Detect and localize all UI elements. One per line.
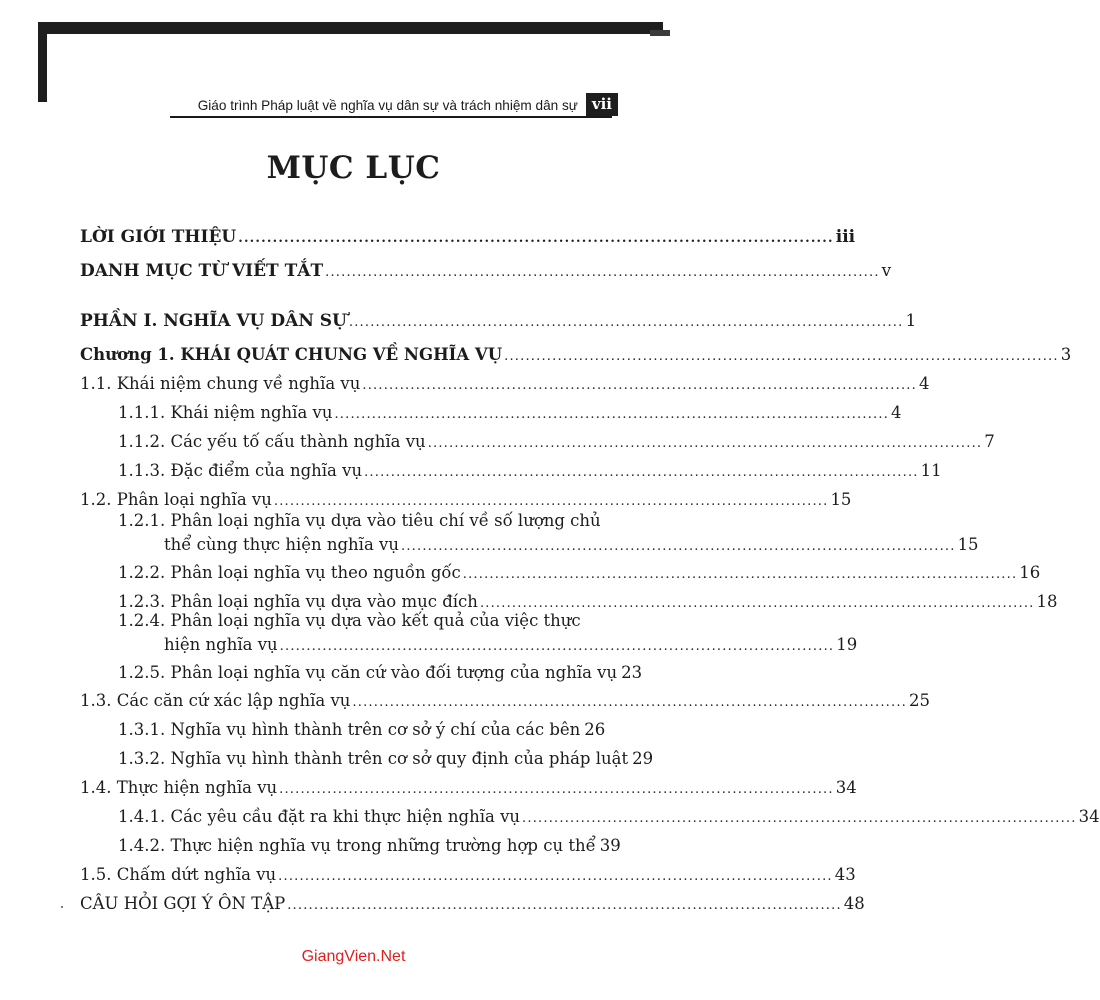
toc-page: 3	[1060, 345, 1072, 364]
toc-page: 26	[584, 720, 606, 739]
toc-page: 18	[1036, 592, 1058, 611]
toc-page: 43	[834, 865, 856, 884]
toc-entry-1-4-1[interactable]	[118, 806, 1100, 830]
scan-speck	[61, 906, 63, 908]
toc-label: 1.2.2. Phân loại nghĩa vụ theo nguồn gốc	[118, 563, 461, 582]
page-title: MỤC LỤC	[266, 150, 441, 186]
toc-entry-1-2-4[interactable]	[164, 634, 858, 658]
toc-label: 1.3. Các căn cứ xác lập nghĩa vụ	[80, 691, 351, 710]
dot-leader: ........................................................................................................	[325, 265, 880, 280]
toc-page: 7	[984, 432, 995, 451]
toc-label: 1.3.1. Nghĩa vụ hình thành trên cơ sở ý chí của các bên	[118, 720, 581, 739]
dot-leader: ........................................................................................................	[401, 539, 956, 554]
toc-entry-1-2-5[interactable]	[118, 662, 643, 686]
toc-page: 1	[905, 311, 917, 331]
dot-leader: ........................................................................................................	[348, 315, 904, 330]
toc-entry-1-1-1[interactable]	[118, 402, 902, 426]
toc-label: 1.1.1. Khái niệm nghĩa vụ	[118, 403, 333, 422]
dot-leader: ........................................................................................................	[238, 231, 834, 246]
toc-page: 11	[920, 461, 942, 480]
toc-entry-chapter-1[interactable]	[80, 344, 1072, 368]
toc-entry-1-4-2[interactable]	[118, 835, 621, 859]
toc-page: 15	[830, 490, 852, 509]
dot-leader: ........................................................................................................	[273, 494, 829, 509]
toc-entry-introduction[interactable]	[80, 226, 856, 250]
toc-label-continuation: hiện nghĩa vụ	[164, 635, 278, 654]
page-number: vii	[586, 93, 618, 116]
dot-leader: ........................................................................................................	[334, 407, 890, 422]
toc-entry-1-1-2[interactable]	[118, 431, 995, 455]
toc-entry-review-questions[interactable]	[80, 893, 865, 917]
toc-page: 4	[891, 403, 902, 422]
toc-page: 4	[918, 374, 930, 393]
toc-label: 1.2.3. Phân loại nghĩa vụ dựa vào mục đích	[118, 592, 478, 611]
toc-page: 15	[957, 535, 979, 554]
toc-page: 34	[835, 778, 857, 797]
toc-page: 19	[836, 635, 858, 654]
toc-label: 1.1.2. Các yếu tố cấu thành nghĩa vụ	[118, 432, 426, 451]
toc-page: 16	[1019, 563, 1041, 582]
toc-label: DANH MỤC TỪ VIẾT TẮT	[80, 261, 324, 281]
toc-label: 1.1.3. Đặc điểm của nghĩa vụ	[118, 461, 363, 480]
dot-leader: ........................................................................................................	[279, 639, 835, 654]
toc-entry-1-3-2[interactable]	[118, 748, 654, 772]
dot-leader: ........................................................................................................	[427, 436, 983, 451]
toc-label: 1.1. Khái niệm chung về nghĩa vụ	[80, 374, 361, 393]
toc-label: Chương 1. KHÁI QUÁT CHUNG VỀ NGHĨA VỤ	[80, 345, 503, 364]
toc-entry-1-4[interactable]	[80, 777, 857, 801]
toc-label: PHẦN I. NGHĨA VỤ DÂN SỰ	[80, 311, 347, 331]
dot-leader: ........................................................................................................	[504, 349, 1059, 364]
toc-label-continuation: thể cùng thực hiện nghĩa vụ	[164, 535, 399, 554]
toc-page: 29	[632, 749, 654, 768]
dot-leader: ........................................................................................................	[522, 811, 1077, 826]
toc-label: 1.4.2. Thực hiện nghĩa vụ trong những trường hợp cụ thể	[118, 836, 596, 855]
toc-entry-1-2-1[interactable]	[164, 534, 979, 558]
toc-page: v	[881, 261, 892, 281]
toc-label: 1.2. Phân loại nghĩa vụ	[80, 490, 272, 509]
toc-page: 39	[599, 836, 621, 855]
toc-label: 1.2.5. Phân loại nghĩa vụ căn cứ vào đối tượng của nghĩa vụ	[118, 663, 618, 682]
toc-entry-1-1-3[interactable]	[118, 460, 942, 484]
toc-label: 1.5. Chấm dứt nghĩa vụ	[80, 865, 277, 884]
toc-label: 1.4. Thực hiện nghĩa vụ	[80, 778, 278, 797]
watermark: GiangVien.Net	[301, 948, 406, 965]
toc-page: 48	[843, 894, 865, 913]
toc-page: 23	[621, 663, 643, 682]
toc-page: iii	[835, 227, 856, 247]
toc-label: LỜI GIỚI THIỆU	[80, 227, 237, 247]
toc-entry-1-3[interactable]	[80, 690, 930, 714]
dot-leader: ........................................................................................................	[287, 898, 842, 913]
toc-page: 25	[908, 691, 930, 710]
running-title: Giáo trình Pháp luật về nghĩa vụ dân sự và trách nhiệm dân sự	[197, 98, 578, 113]
dot-leader: ........................................................................................................	[462, 567, 1018, 582]
dot-leader: ........................................................................................................	[362, 378, 917, 393]
toc-entry-1-1[interactable]	[80, 373, 930, 397]
dot-leader: ........................................................................................................	[479, 596, 1035, 611]
toc-entry-1-3-1[interactable]	[118, 719, 606, 743]
toc-page: 34	[1078, 807, 1100, 826]
toc-label: 1.4.1. Các yêu cầu đặt ra khi thực hiện nghĩa vụ	[118, 807, 521, 826]
dot-leader: ........................................................................................................	[279, 782, 834, 797]
toc-label-line-1[interactable]: 1.2.1. Phân loại nghĩa vụ dựa vào tiêu chí về số lượng chủ	[118, 511, 601, 530]
toc-label: CÂU HỎI GỢI Ý ÔN TẬP	[80, 894, 286, 913]
toc-entry-abbreviations[interactable]	[80, 260, 892, 284]
toc-entry-1-2-2[interactable]	[118, 562, 1041, 586]
dot-leader: ........................................................................................................	[278, 869, 833, 884]
toc-entry-part-1[interactable]	[80, 310, 917, 334]
toc-label-line-1[interactable]: 1.2.4. Phân loại nghĩa vụ dựa vào kết quả của việc thực	[118, 611, 581, 630]
toc-entry-1-5[interactable]	[80, 864, 856, 888]
toc-label: 1.3.2. Nghĩa vụ hình thành trên cơ sở quy định của pháp luật	[118, 749, 629, 768]
dot-leader: ........................................................................................................	[352, 695, 907, 710]
dot-leader: ........................................................................................................	[364, 465, 919, 480]
